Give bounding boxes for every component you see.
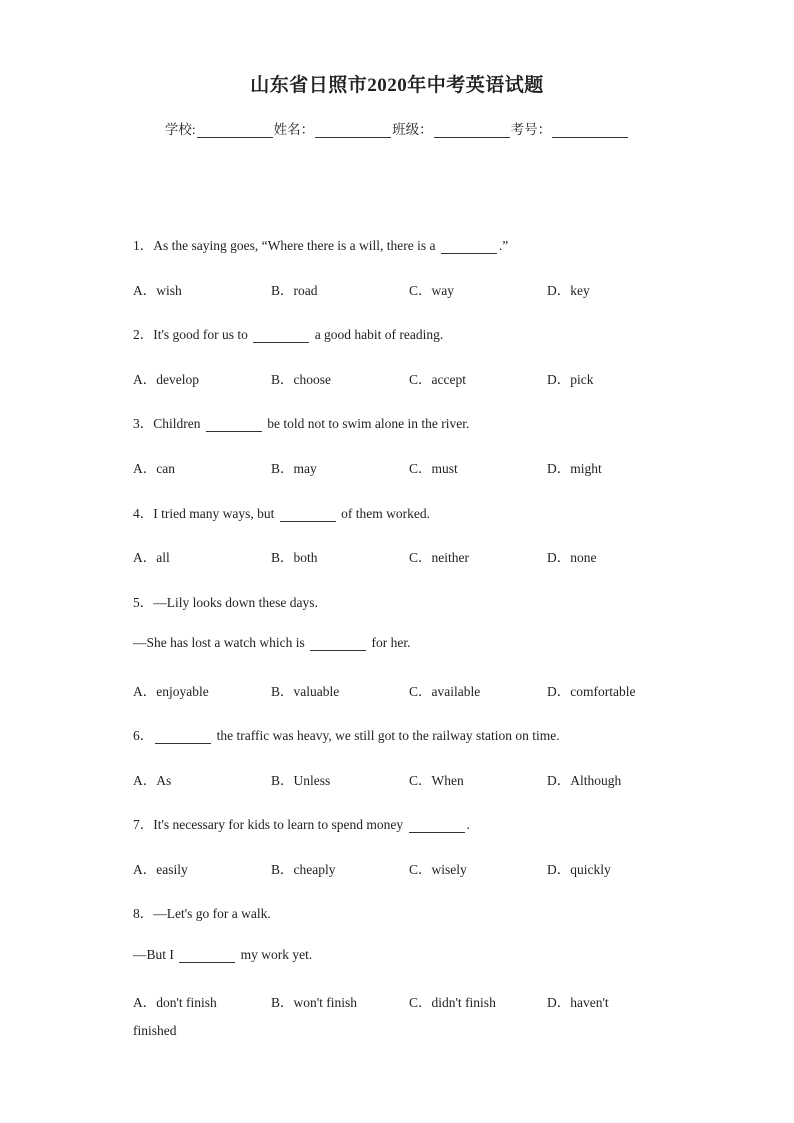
question-7-text-end: . [466,817,470,832]
q8-option-d-wrap[interactable]: finished [133,1023,177,1038]
q4-option-a[interactable]: A．all [133,550,170,565]
page-title: 山东省日照市2020年中考英语试题 [250,75,544,96]
question-1-text-end: .” [498,238,509,253]
question-3-blank[interactable] [206,419,262,432]
question-5-reply [133,635,410,651]
q4-option-d[interactable]: D．none [547,550,597,565]
question-4-blank[interactable] [280,509,336,522]
q3-option-b[interactable]: B．may [271,461,317,476]
q7-option-d[interactable]: D．quickly [547,862,611,877]
question-7 [133,813,470,833]
q2-option-a[interactable]: A．develop [133,372,199,387]
exam-no-label: 考号： [510,122,552,137]
question-2-text-end: a good habit of reading. [311,327,444,342]
question-6 [133,724,560,744]
q5-option-b[interactable]: B．valuable [271,684,340,699]
question-1-blank[interactable] [441,241,497,254]
q7-option-b[interactable]: B．cheaply [271,862,336,877]
q2-option-b[interactable]: B．choose [271,372,331,387]
q7-option-c[interactable]: C．wisely [409,862,467,877]
question-8-reply-end: my work yet. [237,947,313,962]
exam-no-blank[interactable] [552,123,628,138]
question-8: 8．—Let's go for a walk. [133,906,271,921]
question-2-text: 2．It's good for us to [133,327,252,342]
question-7-text: 7．It's necessary for kids to learn to spend money [133,817,407,832]
question-4-text: 4．I tried many ways, but [133,506,278,521]
q8-option-a[interactable]: A．don't finish [133,995,217,1010]
class-blank[interactable] [434,123,510,138]
name-label: 姓名： [273,122,315,137]
question-5-reply-text: —She has lost a watch which is [133,635,309,650]
question-2 [133,323,443,343]
question-8-blank[interactable] [179,950,235,963]
school-label: 学校: [164,122,196,137]
name-blank[interactable] [315,123,391,138]
question-6-blank[interactable] [155,731,211,744]
student-info-line [0,118,794,138]
question-7-blank[interactable] [409,820,465,833]
question-5-reply-end: for her. [368,635,411,650]
question-4-text-end: of them worked. [337,506,430,521]
q5-option-d[interactable]: D．comfortable [547,684,636,699]
q6-option-b[interactable]: B．Unless [271,773,331,788]
q4-option-b[interactable]: B．both [271,550,318,565]
q2-option-d[interactable]: D．pick [547,372,594,387]
question-5: 5．—Lily looks down these days. [133,595,318,610]
q1-option-a[interactable]: A．wish [133,283,182,298]
q4-option-c[interactable]: C．neither [409,550,469,565]
question-6-text-end: the traffic was heavy, we still got to the railway station on time. [213,728,560,743]
q5-option-c[interactable]: C．available [409,684,481,699]
q7-option-a[interactable]: A．easily [133,862,188,877]
q6-option-a[interactable]: A．As [133,773,172,788]
school-blank[interactable] [197,123,273,138]
q8-option-b[interactable]: B．won't finish [271,995,358,1010]
question-1 [133,234,508,254]
q6-option-d[interactable]: D．Although [547,773,622,788]
q1-option-c[interactable]: C．way [409,283,454,298]
q6-option-c[interactable]: C．When [409,773,464,788]
q8-option-c[interactable]: C．didn't finish [409,995,496,1010]
question-6-text: 6． [133,728,154,743]
question-1-text: 1．As the saying goes, “Where there is a will, there is a [133,238,439,253]
question-3 [133,412,469,432]
q1-option-b[interactable]: B．road [271,283,318,298]
q3-option-c[interactable]: C．must [409,461,458,476]
question-2-blank[interactable] [253,330,309,343]
q8-option-d[interactable]: D．haven't [547,995,609,1010]
class-label: 班级： [392,122,433,137]
question-3-text: 3．Children [133,416,204,431]
q5-option-a[interactable]: A．enjoyable [133,684,209,699]
question-8-reply-text: —But I [133,947,178,962]
question-4 [133,502,430,522]
q3-option-d[interactable]: D．might [547,461,602,476]
question-5-blank[interactable] [310,638,366,651]
q2-option-c[interactable]: C．accept [409,372,466,387]
question-3-text-end: be told not to swim alone in the river. [263,416,470,431]
q1-option-d[interactable]: D．key [547,283,590,298]
question-8-reply [133,947,312,963]
q3-option-a[interactable]: A．can [133,461,175,476]
